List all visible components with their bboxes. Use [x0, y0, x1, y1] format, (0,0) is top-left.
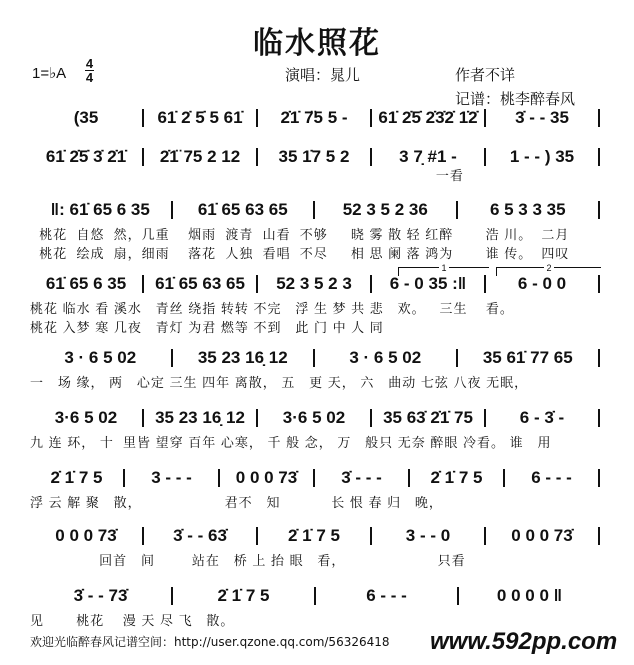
- measure: 52 3 5 2 36: [342, 200, 428, 219]
- measure: 2̇ 1̇ 7 5: [288, 526, 340, 545]
- measure: 6 - 0 0: [517, 274, 567, 293]
- measure: 6 - 3̇ -: [519, 408, 565, 427]
- measure: 2̇ 1̇ 7 5: [430, 468, 483, 487]
- measure: 52 3 5 2 3: [276, 274, 352, 293]
- measure: 61̇ 2̇ 5̇ 5 61̇: [157, 108, 243, 127]
- measure: 3̇ - - -: [341, 468, 382, 487]
- measure: 61̇ 2̇5̇ 2̇3̇2̇ 1̇2̇: [378, 108, 478, 127]
- measure: 0 0 0 0 ‖: [496, 586, 563, 605]
- bar-line: [598, 469, 600, 487]
- bar-line: [598, 201, 600, 219]
- notation-row: [30, 408, 600, 428]
- lyric-line: 见 桃花 漫 天 尽 飞 散。: [30, 613, 235, 628]
- measure: 3 7̣ #1 -: [399, 147, 457, 166]
- measure: 35 63̇ 2̇1̇ 75: [383, 408, 473, 427]
- volta-1: [398, 263, 489, 276]
- lyric-line: 桃花 临水 看 溪水 青丝 绕指 转转 不完 浮 生 梦 共 悲 欢。 三生 看。: [30, 301, 514, 316]
- volta-2-label: 2: [546, 263, 552, 273]
- notation-row: [30, 147, 600, 167]
- measure: 6 5 3 3 35: [489, 200, 566, 219]
- measure: 61̇ 65 6 35: [45, 274, 127, 293]
- volta-2: [496, 263, 601, 276]
- measure: 3̇ - - 73̇: [73, 586, 128, 605]
- bar-line: [598, 527, 600, 545]
- measure: 61̇ 65 63 65: [155, 274, 245, 293]
- time-sig-top: 4: [85, 56, 94, 71]
- measure: 6 - - -: [366, 586, 407, 605]
- measure: 61̇ 2̇5̇ 3̇ 2̇1̇: [45, 147, 127, 166]
- time-signature: [85, 58, 94, 83]
- watermark-logo: www.592pp.com: [430, 628, 634, 665]
- measure: 1 - - ) 35: [509, 147, 575, 166]
- time-sig-bottom: 4: [85, 70, 94, 85]
- measure: 3·6 5 02: [54, 408, 118, 427]
- measure: 2̇ 1̇ 7 5: [217, 586, 270, 605]
- measure: 35 1̇7 5 2: [278, 147, 350, 166]
- measure: ‖: 61̇ 65 6 35: [50, 200, 150, 219]
- measure: 3̇ - - 35: [515, 108, 569, 127]
- notation-row: [30, 348, 600, 368]
- measure: 3̇ - - 63̇: [173, 526, 227, 545]
- measure: 3 - - 0: [405, 526, 451, 545]
- measure: 35 23 16̣ 12: [197, 348, 288, 367]
- measure: 6 - 0 35 :‖: [389, 274, 467, 293]
- transcriber: 记谱：桃李醉春风: [455, 91, 576, 108]
- lyric-line: 桃花 自悠 然，几重 烟雨 渡青 山看 不够 晓 雾 散 轻 红醉 浩 川。 二月: [30, 227, 570, 242]
- measure: 3 - - -: [151, 468, 192, 487]
- lyric-line: 回首 间 站在 桥 上 抬 眼 看， 只看: [30, 553, 466, 568]
- lyric-line: 一 场 缘， 两 心定 三生 四年 离散， 五 更 天， 六 曲动 七弦 八夜 无眠，: [30, 375, 529, 390]
- volta-1-label: 1: [441, 263, 447, 273]
- bar-line: [598, 349, 600, 367]
- measure: 2̇ 1̇ 7 5: [50, 468, 103, 487]
- notation-row: [30, 200, 600, 220]
- singer: 演唱：晁儿: [285, 67, 361, 84]
- lyric-line: 桃花 入梦 寒 几夜 青灯 为君 燃等 不到 此 门 中 人 同: [30, 320, 384, 335]
- measure: 0 0 0 73̇: [235, 468, 298, 487]
- measure: 3 · 6 5 02: [349, 348, 422, 367]
- notation-row: [30, 468, 600, 488]
- composer: 作者不详: [455, 67, 516, 84]
- measure: 6 - - -: [531, 468, 572, 487]
- notation-row: [30, 586, 600, 606]
- notation-row: [30, 108, 600, 128]
- lyric-line: 桃花 绘成 扇，细雨 落花 人独 看唱 不尽 相 思 阑 落 鸿为 谁 传。 四叹: [30, 246, 570, 261]
- measure: 0 0 0 73̇: [55, 526, 117, 545]
- song-title: 临水照花: [253, 26, 381, 61]
- measure: 3·6 5 02: [282, 408, 346, 427]
- notation-row: [30, 274, 600, 294]
- bar-line: [598, 409, 600, 427]
- key-signature: 1=♭A: [32, 65, 67, 82]
- measure: 0 0 0 73̇: [511, 526, 573, 545]
- lyric-line: 浮 云 解 聚 散， 君不 知 长 恨 春 归 晚，: [30, 495, 443, 510]
- measure: 2̇1̈ 75 2 12: [159, 147, 241, 166]
- bar-line: [598, 109, 600, 127]
- notation-row: [30, 526, 600, 546]
- measure: 35 61̇ 77 65: [482, 348, 573, 367]
- bar-line: [598, 275, 600, 293]
- measure: 3 · 6 5 02: [64, 348, 137, 367]
- lyric-line: 一看: [30, 168, 464, 183]
- measure: (35: [73, 108, 99, 127]
- measure: 2̇1̇ 7̈5 5 -: [280, 108, 348, 127]
- bar-line: [598, 148, 600, 166]
- measure: 35 23 16̣ 12: [155, 408, 245, 427]
- measure: 61̇ 65 63 65: [197, 200, 288, 219]
- footer-text: 欢迎光临醉春风记谱空间：http://user.qzone.qq.com/56326418: [30, 635, 390, 649]
- lyric-line: 九 连 环， 十 里皆 望穿 百年 心寒， 千 般 念， 万 般只 无奈 醉眼 冷看。 谁 用: [30, 435, 552, 450]
